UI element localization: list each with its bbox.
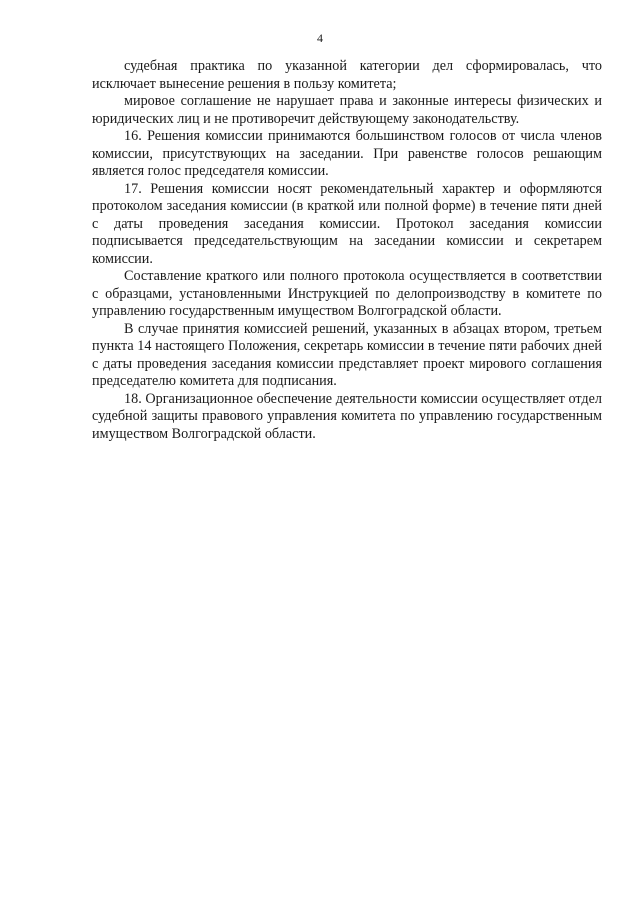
paragraph-item-18: 18. Организационное обеспечение деятельности комиссии осуществляет отдел судебной защиты правового управления комитета по управлению государственным имуществом Волгоградской области. [92,390,602,442]
paragraph-protocol-drafting: Составление краткого или полного протокола осуществляется в соответствии с образцами, установленными Инструкцией по делопроизводству в комитете по управлению государственным имуществом Волгоградской области. [92,268,602,319]
paragraph-item-16: 16. Решения комиссии принимаются большинством голосов от числа членов комиссии, присутствующих на заседании. При равенстве голосов решающим является голос председателя комиссии. [92,128,602,179]
document-body [92,58,602,443]
paragraph-judicial-practice: судебная практика по указанной категории дел сформировалась, что исключает вынесение решения в пользу комитета; [92,58,602,92]
page-number: 4 [317,31,323,45]
paragraph-secretary-duties: В случае принятия комиссией решений, указанных в абзацах втором, третьем пункта 14 настоящего Положения, секретарь комиссии в течение пяти рабочих дней с даты проведения заседания комиссии представляет проект мирового соглашения председателю комитета для подписания. [92,320,602,389]
paragraph-item-17: 17. Решения комиссии носят рекомендательный характер и оформляются протоколом заседания комиссии (в краткой или полной форме) в течение пяти дней с даты проведения заседания комиссии. Протокол заседания комиссии подписывается председательствующим на заседании комиссии и секретарем комиссии. [92,180,602,267]
paragraph-settlement-legality: мировое соглашение не нарушает права и законные интересы физических и юридических лиц и не противоречит действующему законодательству. [92,93,602,127]
